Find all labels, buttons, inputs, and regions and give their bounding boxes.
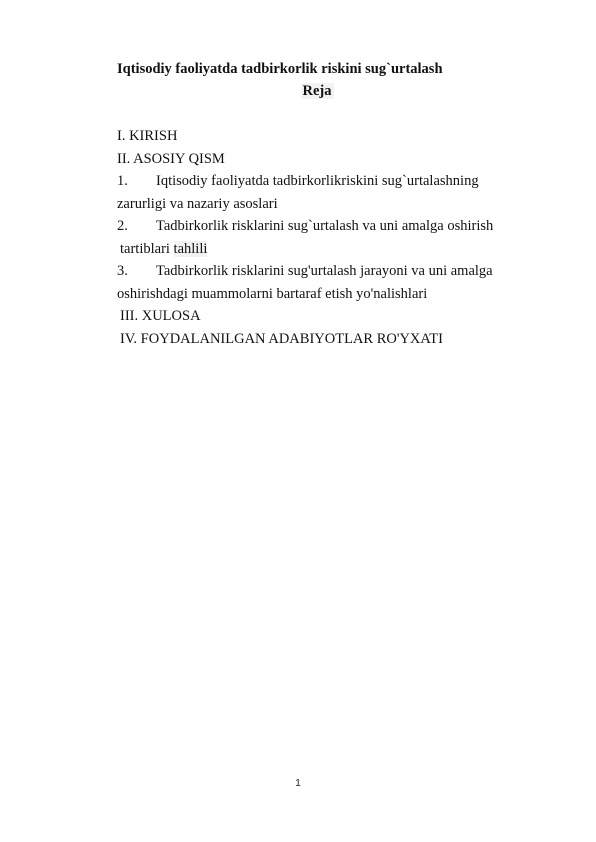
toc-item-1-continuation: zarurligi va nazariy asoslari (117, 195, 278, 212)
document-title: Iqtisodiy faoliyatda tadbirkorlik riskini sug`urtalash (117, 61, 443, 77)
toc-item-2-cont-b: tahlili (173, 240, 208, 257)
document-content (117, 58, 557, 350)
spacer (117, 102, 557, 125)
toc-references: IV. FOYDALANILGAN ADABIYOTLAR RO'YXATI (120, 330, 443, 347)
toc-item-1-number: 1. (117, 173, 128, 189)
toc-item-3-text: Tadbirkorlik risklarini sug'urtalash jarayoni va uni amalga (156, 263, 493, 279)
toc-conclusion: III. XULOSA (120, 308, 201, 324)
toc-intro: I. KIRISH (117, 128, 178, 144)
toc-item-3 (117, 260, 557, 283)
toc-item-1 (117, 170, 557, 193)
page-number: 1 (295, 778, 301, 789)
plan-heading (117, 80, 517, 102)
toc-item-2-text: Tadbirkorlik risklarini sug`urtalash va uni amalga oshirish (156, 218, 494, 234)
toc-item-2-number: 2. (117, 218, 128, 234)
toc-main-part: II. ASOSIY QISM (117, 150, 225, 167)
toc-item-2-continuation (117, 238, 557, 261)
toc-item-2-cont-a: tartiblari (120, 240, 174, 257)
toc-item-2 (117, 215, 557, 238)
toc-item-3-continuation: oshirishdagi muammolarni bartaraf etish yo'nalishlari (117, 285, 428, 302)
plan-heading-text: Reja (302, 83, 332, 99)
toc-item-3-number: 3. (117, 263, 128, 279)
toc-item-1-text: Iqtisodiy faoliyatda tadbirkorlikriskini sug`urtalashning (156, 173, 479, 189)
